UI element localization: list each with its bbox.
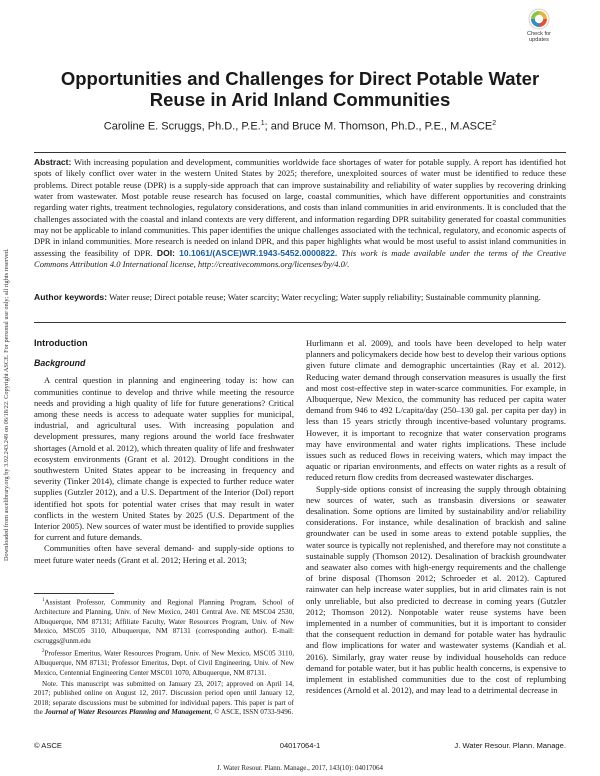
license-text: This work is made available under the terms of the Creative Commons Attribution 4.0 International license, http://creativecommons.org/licenses/by/4.0/. <box>34 247 566 270</box>
footnote-divider <box>34 593 114 594</box>
footnote-1 <box>34 596 294 646</box>
check-updates-icon <box>528 8 550 30</box>
note-issn: , © ASCE, ISSN 0733-9496. <box>210 708 294 717</box>
footer-journal: J. Water Resour. Plann. Manage. <box>454 741 566 750</box>
journal-name: Journal of Water Resources Planning and Management <box>44 708 211 717</box>
left-column <box>34 338 294 566</box>
author-2: ; and Bruce M. Thomson, Ph.D., P.E., M.ASCE <box>264 120 493 133</box>
footnote-2-sup: 2 <box>42 649 45 655</box>
bottom-citation: J. Water Resour. Plann. Manage., 2017, 143(10): 04017064 <box>217 764 383 772</box>
note-text: Note. This manuscript was submitted on January 23, 2017; approved on April 14, 2017; published online on August 12, 2017. Discussion period open until January 12, 2018; separate discussions must be submitted for individual papers. This paper is part of the <box>34 679 294 717</box>
footer-copyright: © ASCE <box>34 741 62 750</box>
footnote-2-text: Professor Emeritus, Water Resources Program, Univ. of New Mexico, MSC05 3110, Albuquerque, NM 87131; Professor Emeritus, Dept. of Civil Engineering, Univ. of New Mexico, Centennial Engineering Center MSC01 1070, Albuquerque, NM 87131. <box>34 649 294 677</box>
page-footer <box>34 741 566 753</box>
footnote-1-sup: 1 <box>42 598 45 603</box>
submission-note <box>34 680 294 718</box>
download-notice: Downloaded from ascelibrary.org by 3.92.243.249 on 06/18/22. Copyright ASCE. For personal use only; all rights reserved. <box>3 248 10 562</box>
background-heading: Background <box>34 358 86 369</box>
author-keywords <box>34 292 566 303</box>
section-divider <box>34 322 566 323</box>
authors <box>40 120 560 133</box>
footnote-1-text: Assistant Professor, Community and Regional Planning Program, School of Architecture and Planning, Univ. of New Mexico, 2401 Central Ave. NE MSC04 2530, Albuquerque, NM 87131; Affiliate Faculty, Water Resources Program, Univ. of New Mexico, MSC05 3110, Albuquerque, NM 87131 (corresponding author). E-mail: cscruggs@unm.edu <box>34 598 294 645</box>
paper-title: Opportunities and Challenges for Direct Potable Water Reuse in Arid Inland Communities <box>60 68 540 110</box>
introduction-heading: Introduction <box>34 338 88 348</box>
badge-line2: updates <box>529 37 549 43</box>
badge-line1: Check for <box>527 31 551 37</box>
abstract <box>34 152 566 280</box>
abstract-text: With increasing population and development, communities worldwide face shortages of water for potable supply. A report has identified hot spots of likely conflict over water in the western United States by 2025; therefore, unexploited sources of water must be identified to reduce these problems. Direct potable reuse (DPR) is a supply-side approach that can improve sustainability and reliability of water supplies by recovering drinking water from wastewater. Most potable reuse research has focused on large, coastal communities, which have different opportunities and constraints regarding water rights, treatment technologies, regulatory considerations, and costs than inland communities in arid environments. It is concluded that the challenges associated with the coastal and inland contexts are very different, and information regarding DPR suitability generated for coastal communities may not be applicable to inland communities. This paper identifies the unique challenges associated with the technical, regulatory, and economic aspects of DPR in inland communities. More research is needed on inland DPR, and this paper highlights what would be most useful to assist inland communities in assessing the feasibility of DPR. <box>34 157 566 258</box>
keywords-label: Author keywords: <box>34 292 108 302</box>
footnotes <box>34 596 294 719</box>
keywords-text: Water reuse; Direct potable reuse; Water scarcity; Water recycling; Water supply reliability; Sustainable community planning. <box>109 292 541 302</box>
author-1-sup: 1 <box>260 120 265 127</box>
footer-page-number: 04017064-1 <box>279 741 321 750</box>
author-1: Caroline E. Scruggs, Ph.D., P.E. <box>103 120 261 133</box>
doi-link[interactable]: 10.1061/(ASCE)WR.1943-5452.0000822. <box>179 247 338 258</box>
right-column <box>306 338 566 697</box>
doi-label: DOI: <box>156 247 175 258</box>
author-2-sup: 2 <box>492 120 497 127</box>
check-for-updates-badge[interactable] <box>522 8 556 50</box>
right-paragraph-2: Supply-side options consist of increasing the supply through obtaining new sources of water, such as transbasin diversions or seawater desalination. Some options are limited by sustainability and/or reliability considerations. For instance, while desalination of brackish and saline groundwater can be used in some areas to extend potable supplies, the water source is typically not replenished, and therefore may not constitute a sustainable supply (Thomson 2012). Desalination of brackish groundwater and seawater also comes with high-energy requirements and the challenge of brine disposal (Thomson 2012; Schroeder et al. 2012). Captured rainwater can help increase water supplies, but in arid climates rain is not only unreliable, but also predicted to decrease in coming years (Gutzler 2012; Thomson 2012). Nonpotable water reuse systems have been implemented in a number of communities, but it is important to consider that the consequent reduction in demand for potable water has hydraulic and flow implications for water and wastewater systems (Kandiah et al. 2016). Similarly, gray water reuse by individual households can reduce demand for potable water, but it has public health concerns, is expensive to implement in established communities due to the cost of replumbing residences (Arnold et al. 2012), and may lead to a detrimental decrease in <box>306 483 566 696</box>
intro-paragraph-1: A central question in planning and engineering today is: how can communities continue to develop and thrive while meeting the resource needs and providing a high quality of life for future generations? Critical among these needs is access to adequate water supplies for municipal, industrial, and agricultural uses. With increasing population and development pressures, many regions around the world face freshwater shortages (Arnold et al. 2012), which threaten quality of life and freshwater ecosystem environments (Grant et al. 2012). Drought conditions in the southwestern United States appear to be increasing in frequency and severity (Tinker 2014), climate change is expected to further reduce water supplies (Gutzler 2012), and a U.S. Department of the Interior (DoI) report identified hot spots for potential water crises that may result in water conflicts in the western United States by 2025 (U.S. Department of the Interior 2005). New sources of water must be identified to provide supplies for current and future demands. <box>34 375 294 543</box>
intro-paragraph-2: Communities often have several demand- and supply-side options to meet future water needs (Grant et al. 2012; Hering et al. 2013; <box>34 543 294 565</box>
right-paragraph-1: Hurlimann et al. 2009), and tools have been developed to help water planners and policymakers decide how best to develop their various options given future climate and demographic uncertainties (Ray et al. 2012). Reducing water demand through conservation measures is usually the first and most cost-effective step in water-scarce communities. For example, in Albuquerque, New Mexico, the community has reduced per capita water demand from 946 to 492 L/capita/day (250–130 gal. per capita per day) in less than 15 years strictly through incentive-based voluntary programs. However, it is important to recognize that water conservation programs may have environmental and water rights implications. These include issues such as reduced flows in receiving waters, which may impact the aquatic or riparian environments, and effects on water rights as a result of reduced return flow credits from decreased wastewater discharges. <box>306 338 566 483</box>
abstract-label: Abstract: <box>34 157 72 167</box>
footnote-2 <box>34 647 294 678</box>
